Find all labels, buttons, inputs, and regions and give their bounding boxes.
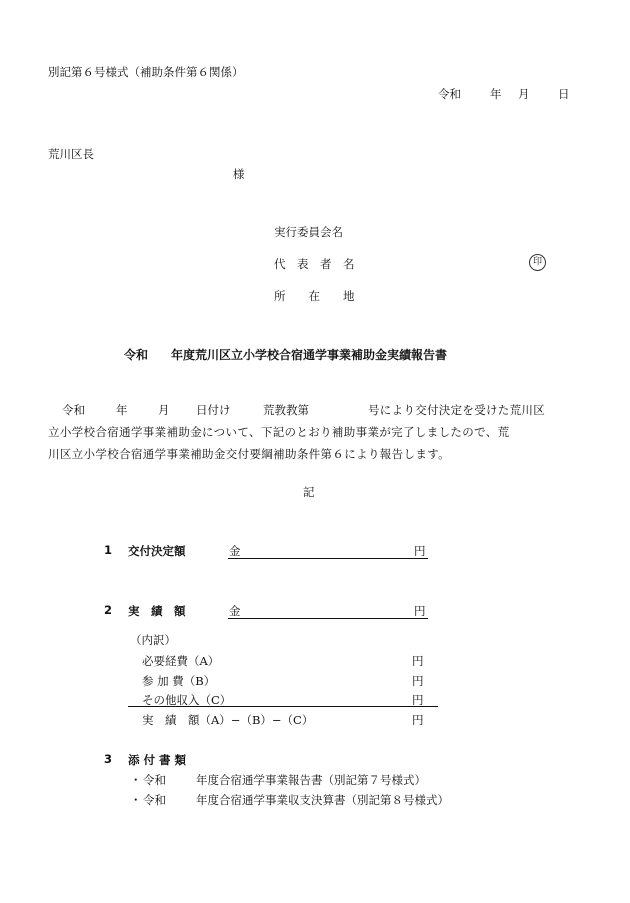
attachment-bullet: ・ <box>130 773 142 787</box>
breakdown-label: （内訳） <box>130 633 176 647</box>
breakdown-row-label: 参 加 費（B） <box>142 674 216 688</box>
item2-number: 2 <box>104 603 113 617</box>
breakdown-row-label: その他収入（C） <box>142 693 232 707</box>
body-ref-suffix: 号により交付決定を受けた荒川区 <box>368 403 545 417</box>
item3-label: 添 付 書 類 <box>128 753 187 767</box>
breakdown-row-label: 実 績 額（A）−（B）−（C） <box>142 713 314 727</box>
attachment-bullet: ・ <box>130 793 142 807</box>
item1-prefix: 金 <box>229 544 241 558</box>
recipient-honorific: 様 <box>233 167 245 181</box>
body-ref-prefix: 荒教教第 <box>263 403 309 417</box>
attachment-era: 令和 <box>143 773 166 787</box>
body-era: 令和 <box>62 403 85 417</box>
item1-number: 1 <box>104 543 113 557</box>
recipient-name: 荒川区長 <box>48 147 94 161</box>
breakdown-row-unit: 円 <box>412 713 424 727</box>
breakdown-subtotal-rule <box>128 706 438 707</box>
body-year: 年 <box>116 403 128 417</box>
breakdown-row-unit: 円 <box>412 674 424 688</box>
item2-underline <box>228 618 428 619</box>
breakdown-row-unit: 円 <box>412 693 424 707</box>
attachment-text: 年度合宿通学事業報告書（別記第７号様式） <box>196 773 426 787</box>
attachment-text: 年度合宿通学事業収支決算書（別記第８号様式） <box>196 793 449 807</box>
date-year: 年 <box>490 87 502 101</box>
item3-number: 3 <box>104 752 113 766</box>
item2-label: 実 績 額 <box>128 604 186 618</box>
document-title-era: 令和 <box>124 348 149 362</box>
date-era: 令和 <box>438 87 461 101</box>
date-month: 月 <box>518 87 530 101</box>
item1-label: 交付決定額 <box>128 544 186 558</box>
representative-name-label: 代 表 者 名 <box>274 257 355 271</box>
item1-unit: 円 <box>414 544 426 558</box>
committee-name-label: 実行委員会名 <box>274 225 343 239</box>
body-day-suffix: 日付け <box>196 403 231 417</box>
item1-underline <box>228 558 428 559</box>
note-marker: 記 <box>303 485 315 499</box>
address-label: 所 在 地 <box>274 289 355 303</box>
breakdown-row-unit: 円 <box>412 654 424 668</box>
body-month: 月 <box>158 403 170 417</box>
item2-prefix: 金 <box>229 604 241 618</box>
attachment-era: 令和 <box>143 793 166 807</box>
seal-mark: 印 <box>529 254 546 271</box>
breakdown-row-label: 必要経費（A） <box>142 654 220 668</box>
body-line-2: 立小学校合宿通学事業補助金について、下記のとおり補助事業が完了しましたので、荒 <box>48 425 510 439</box>
body-line-3: 川区立小学校合宿通学事業補助金交付要綱補助条件第６により報告します。 <box>48 447 450 461</box>
document-title: 年度荒川区立小学校合宿通学事業補助金実績報告書 <box>171 348 448 362</box>
form-number: 別記第６号様式（補助条件第６関係） <box>48 65 244 79</box>
item2-unit: 円 <box>414 604 426 618</box>
date-day: 日 <box>558 87 570 101</box>
